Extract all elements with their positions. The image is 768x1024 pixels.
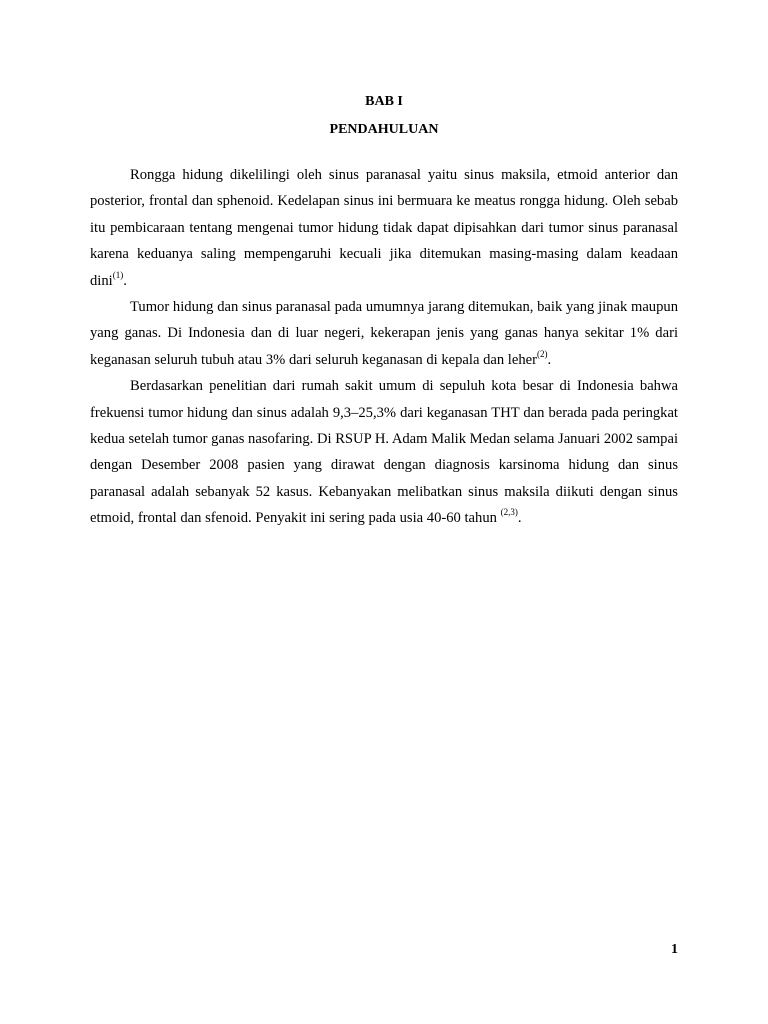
citation: (1) xyxy=(112,269,124,280)
paragraph-3 xyxy=(90,373,678,531)
paragraph-1 xyxy=(90,162,678,294)
page-number: 1 xyxy=(671,942,678,957)
citation: (2,3) xyxy=(500,507,518,518)
paragraph-text: Rongga hidung dikelilingi oleh sinus paranasal yaitu sinus maksila, etmoid anterior dan posterior, frontal dan sphenoid. Kedelapan sinus ini bermuara ke meatus rongga hidung. Oleh sebab itu pembicaraan tentang mengenai tumor hidung tidak dapat dipisahkan dari tumor sinus paranasal karena keduanya saling mempengaruhi kecuali jika ditemukan masing-masing dalam keadaan dini xyxy=(90,167,678,289)
paragraph-text: Berdasarkan penelitian dari rumah sakit umum di sepuluh kota besar di Indonesia bahwa frekuensi tumor hidung dan sinus adalah 9,3–25,3% dari keganasan THT dan berada pada peringkat kedua setelah tumor ganas nasofaring. Di RSUP H. Adam Malik Medan selama Januari 2002 sampai dengan Desember 2008 pasien yang dirawat dengan diagnosis karsinoma hidung dan sinus paranasal adalah sebanyak 52 kasus. Kebanyakan melibatkan sinus maksila diikuti dengan sinus etmoid, frontal dan sfenoid. Penyakit ini sering pada usia 40-60 tahun xyxy=(90,378,678,527)
chapter-title: PENDAHULUAN xyxy=(329,122,439,137)
citation: (2) xyxy=(536,348,548,359)
paragraph-end: . xyxy=(517,510,522,527)
body-text xyxy=(90,162,678,532)
paragraph-end: . xyxy=(547,351,552,368)
paragraph-end: . xyxy=(123,272,127,289)
paragraph-2 xyxy=(90,294,678,373)
paragraph-text: Tumor hidung dan sinus paranasal pada umumnya jarang ditemukan, baik yang jinak maupun yang ganas. Di Indonesia dan di luar negeri, kekerapan jenis yang ganas hanya sekitar 1% dari keganasan seluruh tubuh atau 3% dari seluruh keganasan di kepala dan leher xyxy=(90,299,678,368)
chapter-number: BAB I xyxy=(365,94,403,109)
